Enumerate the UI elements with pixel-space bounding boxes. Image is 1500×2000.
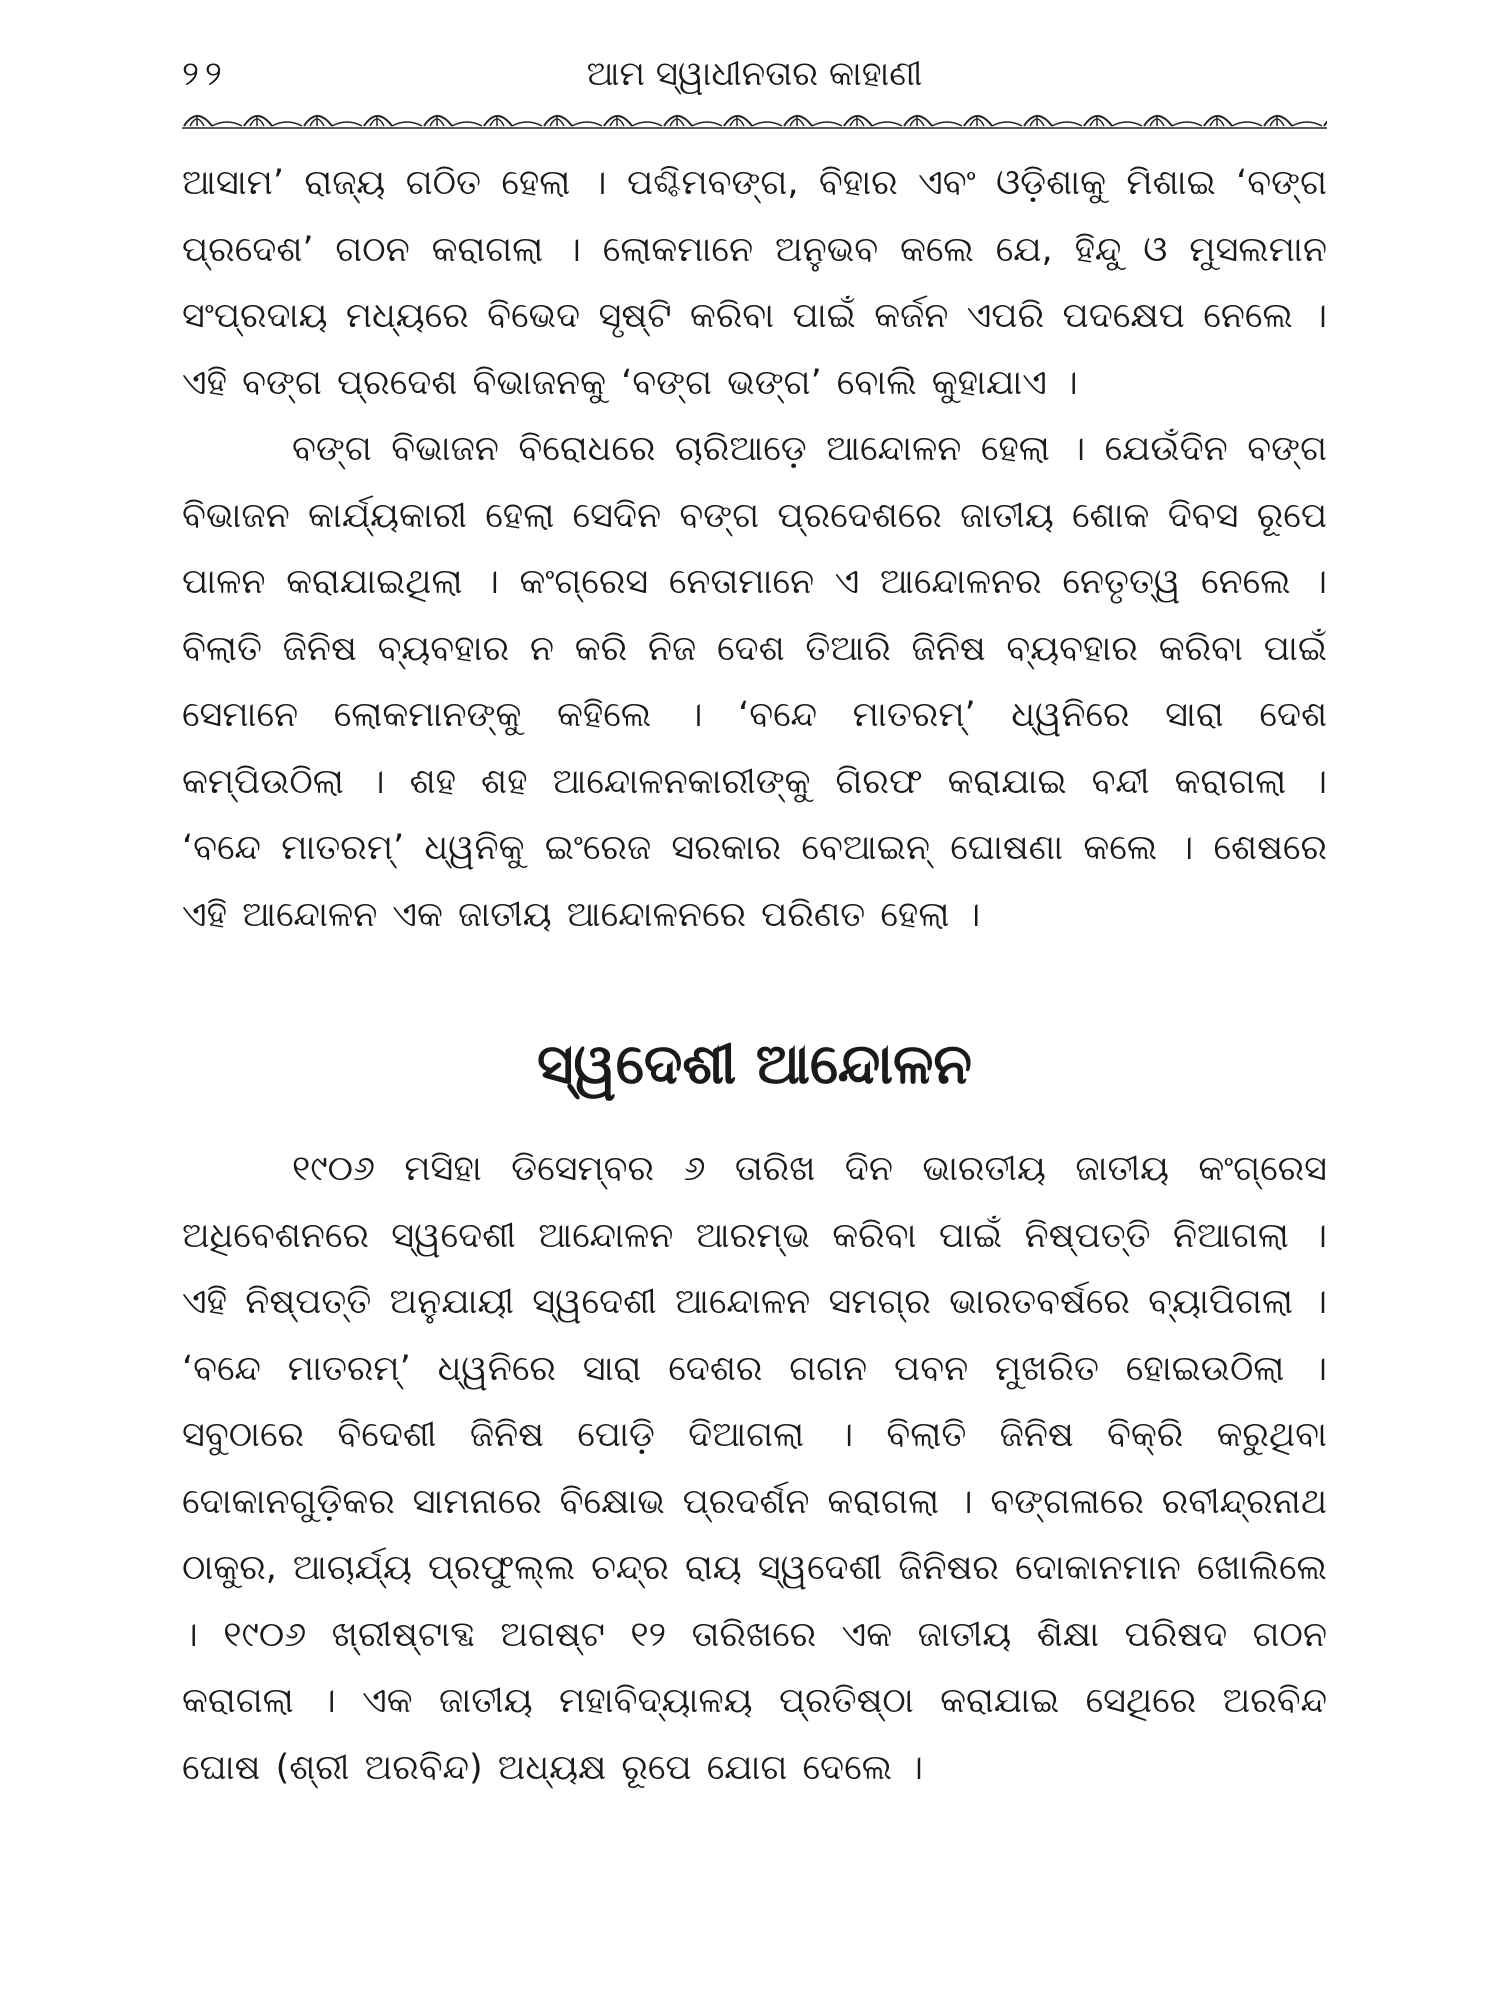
decorative-border	[182, 108, 1327, 130]
paragraph-1: ଆସାମ’ ରାଜ୍ୟ ଗଠିତ ହେଲା । ପଶ୍ଚିମବଙ୍ଗ, ବିହାର ଏବଂ ଓଡ଼ିଶାକୁ ମିଶାଇ ‘ବଙ୍ଗ ପ୍ରଦେଶ’ ଗଠନ କରାଗଲା । ଲୋକମାନେ ଅନୁଭବ କଲେ ଯେ, ହିନ୍ଦୁ ଓ ମୁସଲମାନ ସଂପ୍ରଦାୟ ମଧ୍ୟରେ ବିଭେଦ ସୃଷ୍ଟି କରିବା ପାଇଁ କର୍ଜନ ଏପରି ପଦକ୍ଷେପ ନେଲେ । ଏହି ବଙ୍ଗ ପ୍ରଦେଶ ବିଭାଜନକୁ ‘ବଙ୍ଗ ଭଙ୍ଗ’ ବୋଲି କୁହାଯାଏ ।	[182, 163, 1327, 403]
book-title: ଆମ ସ୍ୱାଧୀନତାର କାହାଣୀ	[586, 54, 923, 94]
running-header	[182, 48, 1327, 104]
body-text	[182, 150, 1327, 1801]
paragraph-2: ବଙ୍ଗ ବିଭାଜନ ବିରୋଧରେ ଚାରିଆଡ଼େ ଆନ୍ଦୋଳନ ହେଲା । ଯେଉଁଦିନ ବଙ୍ଗ ବିଭାଜନ କାର୍ଯ୍ୟକାରୀ ହେଲା ସେଦିନ ବଙ୍ଗ ପ୍ରଦେଶରେ ଜାତୀୟ ଶୋକ ଦିବସ ରୂପେ ପାଳନ କରାଯାଇଥିଲା । କଂଗ୍ରେସ ନେତାମାନେ ଏ ଆନ୍ଦୋଳନର ନେତୃତ୍ୱ ନେଲେ । ବିଲାତି ଜିନିଷ ବ୍ୟବହାର ନ କରି ନିଜ ଦେଶ ତିଆରି ଜିନିଷ ବ୍ୟବହାର କରିବା ପାଇଁ ସେମାନେ ଲୋକମାନଙ୍କୁ କହିଲେ । ‘ବନ୍ଦେ ମାତରମ୍’ ଧ୍ୱନିରେ ସାରା ଦେଶ କମ୍ପିଉଠିଲା । ଶହ ଶହ ଆନ୍ଦୋଳନକାରୀଙ୍କୁ ଗିରଫ କରାଯାଇ ବନ୍ଦୀ କରାଗଲା । ‘ବନ୍ଦେ ମାତରମ୍’ ଧ୍ୱନିକୁ ଇଂରେଜ ସରକାର ବେଆଇନ୍ ଘୋଷଣା କଲେ । ଶେଷରେ ଏହି ଆନ୍ଦୋଳନ ଏକ ଜାତୀୟ ଆନ୍ଦୋଳନରେ ପରିଣତ ହେଲା ।	[182, 429, 1327, 935]
section-paragraph: ୧୯୦୬ ମସିହା ଡିସେମ୍ବର ୬ ତାରିଖ ଦିନ ଭାରତୀୟ ଜାତୀୟ କଂଗ୍ରେସ ଅଧିବେଶନରେ ସ୍ୱଦେଶୀ ଆନ୍ଦୋଳନ ଆରମ୍ଭ କରିବା ପାଇଁ ନିଷ୍ପତ୍ତି ନିଆଗଲା । ଏହି ନିଷ୍ପତ୍ତି ଅନୁଯାୟୀ ସ୍ୱଦେଶୀ ଆନ୍ଦୋଳନ ସମଗ୍ର ଭାରତବର୍ଷରେ ବ୍ୟାପିଗଲା । ‘ବନ୍ଦେ ମାତରମ୍’ ଧ୍ୱନିରେ ସାରା ଦେଶର ଗଗନ ପବନ ମୁଖରିତ ହୋଇଉଠିଲା । ସବୁଠାରେ ବିଦେଶୀ ଜିନିଷ ପୋଡ଼ି ଦିଆଗଲା । ବିଲାତି ଜିନିଷ ବିକ୍ରି କରୁଥିବା ଦୋକାନଗୁଡ଼ିକର ସାମନାରେ ବିକ୍ଷୋଭ ପ୍ରଦର୍ଶନ କରାଗଲା । ବଙ୍ଗଳାରେ ରବୀନ୍ଦ୍ରନାଥ ଠାକୁର, ଆଚାର୍ଯ୍ୟ ପ୍ରଫୁଲ୍ଲ ଚନ୍ଦ୍ର ରାୟ ସ୍ୱଦେଶୀ ଜିନିଷର ଦୋକାନମାନ ଖୋଲିଲେ । ୧୯୦୬ ଖ୍ରୀଷ୍ଟାବ୍ଦ ଅଗଷ୍ଟ ୧୨ ତାରିଖରେ ଏକ ଜାତୀୟ ଶିକ୍ଷା ପରିଷଦ ଗଠନ କରାଗଲା । ଏକ ଜାତୀୟ ମହାବିଦ୍ୟାଳୟ ପ୍ରତିଷ୍ଠା କରାଯାଇ ସେଥିରେ ଅରବିନ୍ଦ ଘୋଷ (ଶ୍ରୀ ଅରବିନ୍ଦ) ଅଧ୍ୟକ୍ଷ ରୂପେ ଯୋଗ ଦେଲେ ।	[182, 1149, 1327, 1788]
section-heading: ସ୍ୱଦେଶୀ ଆନ୍ଦୋଳନ	[536, 1032, 973, 1097]
page-number: ୨୨	[182, 54, 228, 94]
